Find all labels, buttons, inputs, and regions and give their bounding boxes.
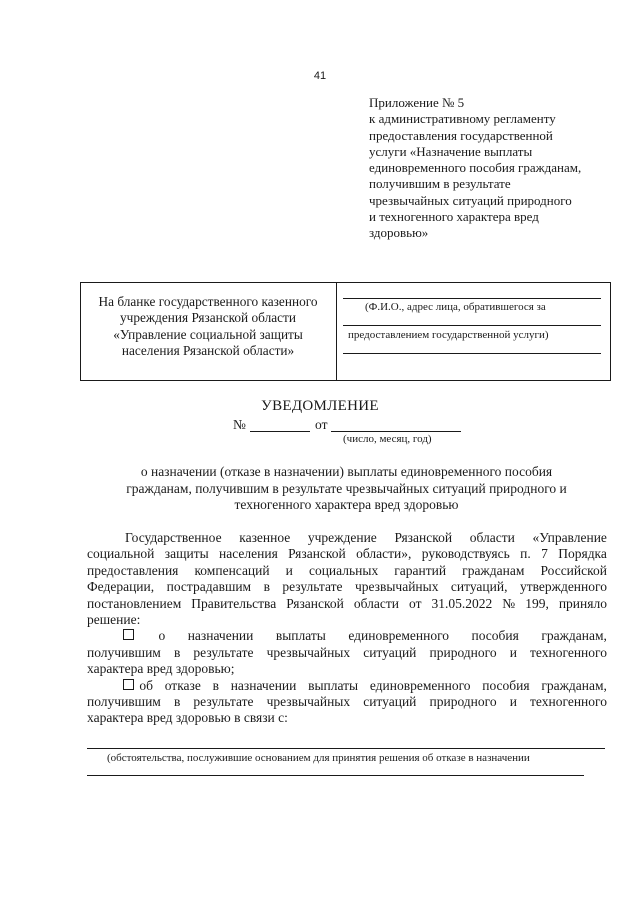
appendix-line: предоставления государственной [369, 127, 553, 143]
word: Порядка [558, 546, 607, 562]
word: техногенного [530, 694, 607, 710]
word: получившим [87, 644, 161, 660]
option-grant-line [87, 645, 607, 661]
date-line [331, 431, 461, 432]
letterhead-line: учреждения Рязанской области [120, 310, 296, 326]
word: назначении [187, 628, 254, 644]
word: природного [429, 644, 497, 660]
word: постановлением [87, 595, 182, 611]
word: пострадавшим [166, 579, 252, 595]
subject-line: гражданам, получившим в результате чрезвычайных ситуаций природного и [126, 480, 567, 496]
paragraph-line [87, 579, 607, 595]
appendix-line: единовременного пособия гражданам, [369, 160, 582, 176]
word: техногенного [530, 644, 607, 660]
word: казенное [239, 530, 291, 545]
number-label: № [233, 417, 246, 432]
word: назначении [230, 677, 297, 693]
checkbox-icon[interactable] [123, 679, 134, 690]
paragraph-line [87, 530, 607, 546]
letterhead-line: На бланке государственного казенного [98, 294, 318, 309]
word: Государственное [125, 530, 222, 545]
word: Российской [540, 562, 607, 578]
date-caption: (число, месяц, год) [343, 433, 432, 445]
word: об [139, 677, 153, 693]
word: ситуаций [363, 644, 417, 660]
subject-line: техногенного характера вред здоровью [234, 497, 459, 512]
word: социальных [308, 562, 379, 578]
word: 7 [541, 546, 548, 562]
word: в [173, 694, 181, 710]
option-grant-line: характера вред здоровью; [87, 661, 235, 677]
checkbox-icon[interactable] [123, 629, 134, 640]
notice-subject [0, 464, 640, 514]
word: Рязанской [286, 595, 344, 611]
option-refuse-lead [123, 678, 153, 694]
recipient-caption-2: предоставлением государственной услуги) [348, 329, 549, 341]
option-refuse-line [87, 694, 607, 710]
paragraph-line [87, 546, 607, 562]
word: выплаты [308, 677, 359, 693]
appendix-line: Приложение № 5 [369, 95, 465, 110]
reason-line-1 [87, 748, 605, 749]
word: социальной [87, 546, 155, 562]
paragraph-line [87, 596, 607, 612]
word: гражданам, [541, 628, 607, 644]
word: учреждение [307, 530, 377, 545]
word: и [285, 562, 293, 578]
word: чрезвычайных [354, 579, 439, 595]
recipient-line-3 [343, 353, 601, 354]
word: п. [520, 546, 531, 562]
word: результате [193, 644, 254, 660]
word: чрезвычайных [266, 694, 351, 710]
word: № [502, 595, 516, 611]
recipient-caption-1: (Ф.И.О., адрес лица, обратившегося за [365, 301, 546, 313]
word: пособия [471, 628, 519, 644]
word: о [158, 628, 166, 644]
word: отказе [164, 677, 201, 693]
word: получившим [87, 694, 161, 710]
appendix-line: чрезвычайных ситуаций природного [369, 192, 572, 208]
option-refuse [87, 678, 607, 694]
word: компенсаций [194, 562, 270, 578]
appendix-line: здоровью» [369, 225, 429, 241]
appendix-line: услуги «Назначение выплаты [369, 143, 533, 159]
word: области», [356, 546, 412, 562]
word: чрезвычайных [266, 644, 351, 660]
paragraph-line [87, 563, 607, 579]
word: ситуаций, [450, 579, 508, 595]
word: единовременного [369, 677, 471, 693]
number-line [250, 431, 310, 432]
word: гражданам [462, 562, 525, 578]
word: гражданам, [541, 677, 607, 693]
letterhead-divider [336, 282, 337, 380]
recipient-line-1 [343, 298, 601, 299]
word: в [173, 644, 181, 660]
subject-line: о назначении (отказе в назначении) выплаты единовременного пособия [140, 464, 553, 479]
appendix-line: получившим в результате [369, 176, 511, 192]
word: 199, [525, 595, 549, 611]
decision-label: решение: [87, 612, 141, 628]
word: ситуаций [363, 694, 417, 710]
word: Рязанской [394, 530, 453, 545]
appendix-line: и техногенного характера вред [369, 209, 539, 225]
word: утвержденного [519, 579, 607, 595]
word: и [509, 644, 517, 660]
word: руководствуясь [421, 546, 510, 562]
decision-body [87, 530, 607, 727]
word: в [212, 677, 219, 693]
word: области [469, 530, 515, 545]
word: 31.05.2022 [431, 595, 493, 611]
word: предоставления [87, 562, 179, 578]
word: в [263, 579, 270, 595]
word: Рязанской [288, 546, 346, 562]
reason-caption: (обстоятельства, послужившие основанием для принятия решения об отказе в назначении [107, 752, 530, 764]
option-refuse-line: характера вред здоровью в связи с: [87, 710, 288, 726]
word: Федерации, [87, 579, 155, 595]
word: выплаты [275, 628, 326, 644]
word: Правительства [191, 595, 277, 611]
word: результате [193, 694, 254, 710]
letterhead-institution [82, 294, 334, 360]
word: «Управление [532, 530, 607, 545]
word: области [353, 595, 399, 611]
word: пособия [482, 677, 530, 693]
letterhead-line: населения Рязанской области» [121, 343, 295, 359]
appendix-line: к административному регламенту [369, 111, 556, 127]
word: и [509, 694, 517, 710]
word: природного [429, 694, 497, 710]
option-grant-lead [123, 628, 136, 644]
word: единовременного [348, 628, 450, 644]
date-label: от [315, 417, 328, 432]
word: приняло [558, 595, 607, 611]
page-number: 41 [313, 70, 327, 82]
word: результате [282, 579, 343, 595]
word: гарантий [394, 562, 447, 578]
appendix-note [369, 95, 619, 242]
word: населения [219, 546, 278, 562]
recipient-line-2 [343, 325, 601, 326]
letterhead-line: «Управление социальной защиты [113, 326, 303, 342]
reason-line-2 [87, 775, 584, 776]
word: от [409, 595, 422, 611]
option-grant [87, 628, 607, 644]
word: защиты [164, 546, 209, 562]
document-title: УВЕДОМЛЕНИЕ [261, 398, 379, 414]
